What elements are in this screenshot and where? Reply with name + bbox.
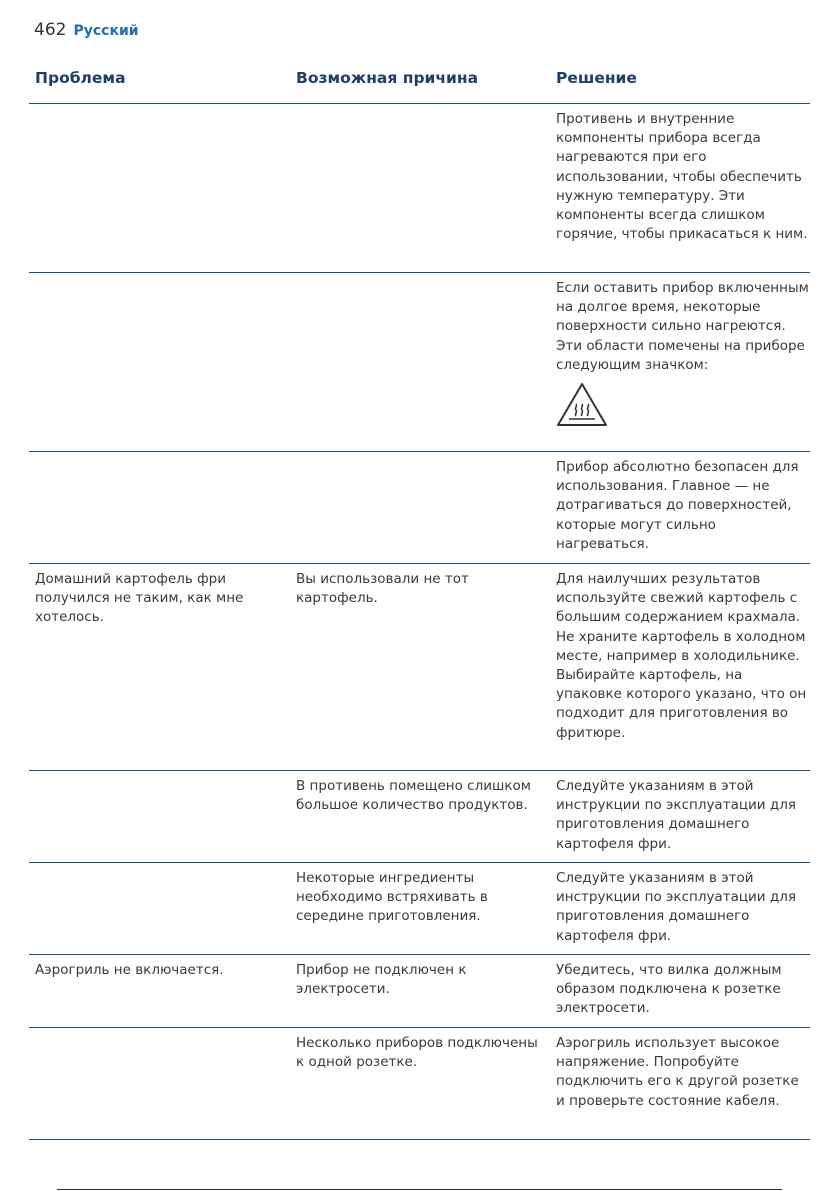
problem-cell: Домашний картофель фри получился не таким, как мне хотелось. — [35, 571, 244, 626]
solution-cell: Следуйте указаниям в этой инструкции по эксплуатации для приготовления домашнего картофеля фри. — [556, 870, 796, 944]
solution-cell: Убедитесь, что вилка должным образом подключена к розетке электросети. — [556, 962, 782, 1017]
table-row — [29, 955, 810, 1028]
cause-cell: Несколько приборов подключены к одной розетке. — [296, 1035, 538, 1071]
problem-cell: Аэрогриль не включается. — [35, 962, 224, 978]
problem-cell — [29, 110, 290, 272]
table-row — [29, 452, 810, 564]
column-header-solution: Решение — [556, 69, 637, 87]
solution-cell: Для наилучших результатов используйте свежий картофель с большим содержанием крахмала. Не храните картофель в холодном месте, например в холодильнике. Выбирайте картофель, на упаковке которого указано, что он подходит для приготовления во фритюре. — [556, 571, 807, 741]
column-header-cause: Возможная причина — [296, 69, 479, 87]
language-label: Русский — [73, 23, 139, 39]
cause-cell: Прибор не подключен к электросети. — [296, 962, 467, 998]
column-header-problem: Проблема — [35, 69, 126, 87]
solution-cell: Прибор абсолютно безопасен для использования. Главное — не дотрагиваться до поверхностей, которые могут сильно нагреваться. — [556, 459, 799, 552]
table-header — [29, 66, 810, 104]
solution-text: Если оставить прибор включенным на долгое время, некоторые поверхности сильно нагреются. Эти области помечены на приборе следующим значком: — [556, 280, 809, 373]
cause-cell: В противень помещено слишком большое количество продуктов. — [296, 778, 531, 814]
table-row — [29, 771, 810, 863]
table-row — [29, 1028, 810, 1140]
cause-cell — [290, 458, 550, 563]
page-number: 462 — [34, 20, 67, 40]
cause-cell: Вы использовали не тот картофель. — [296, 571, 469, 607]
problem-cell — [29, 458, 290, 563]
table-row — [29, 273, 810, 452]
problem-cell — [29, 1034, 290, 1139]
cause-cell — [290, 110, 550, 272]
solution-cell — [550, 279, 810, 451]
page-header — [34, 20, 139, 40]
footer-divider — [57, 1189, 782, 1190]
cause-cell: Некоторые ингредиенты необходимо встряхивать в середине приготовления. — [296, 870, 488, 925]
solution-cell: Аэрогриль использует высокое напряжение. Попробуйте подключить его к другой розетке и проверьте состояние кабеля. — [556, 1035, 799, 1109]
troubleshooting-table — [29, 66, 810, 1140]
hot-surface-warning-icon — [556, 381, 608, 427]
problem-cell — [29, 777, 290, 862]
table-row — [29, 564, 810, 771]
solution-cell: Противень и внутренние компоненты прибора всегда нагреваются при его использовании, чтобы обеспечить нужную температуру. Эти компоненты всегда слишком горячие, чтобы прикасаться к ним. — [556, 111, 808, 243]
solution-cell: Следуйте указаниям в этой инструкции по эксплуатации для приготовления домашнего картофеля фри. — [556, 778, 796, 852]
cause-cell — [290, 279, 550, 451]
table-row — [29, 104, 810, 273]
problem-cell — [29, 869, 290, 954]
table-row — [29, 863, 810, 955]
problem-cell — [29, 279, 290, 451]
